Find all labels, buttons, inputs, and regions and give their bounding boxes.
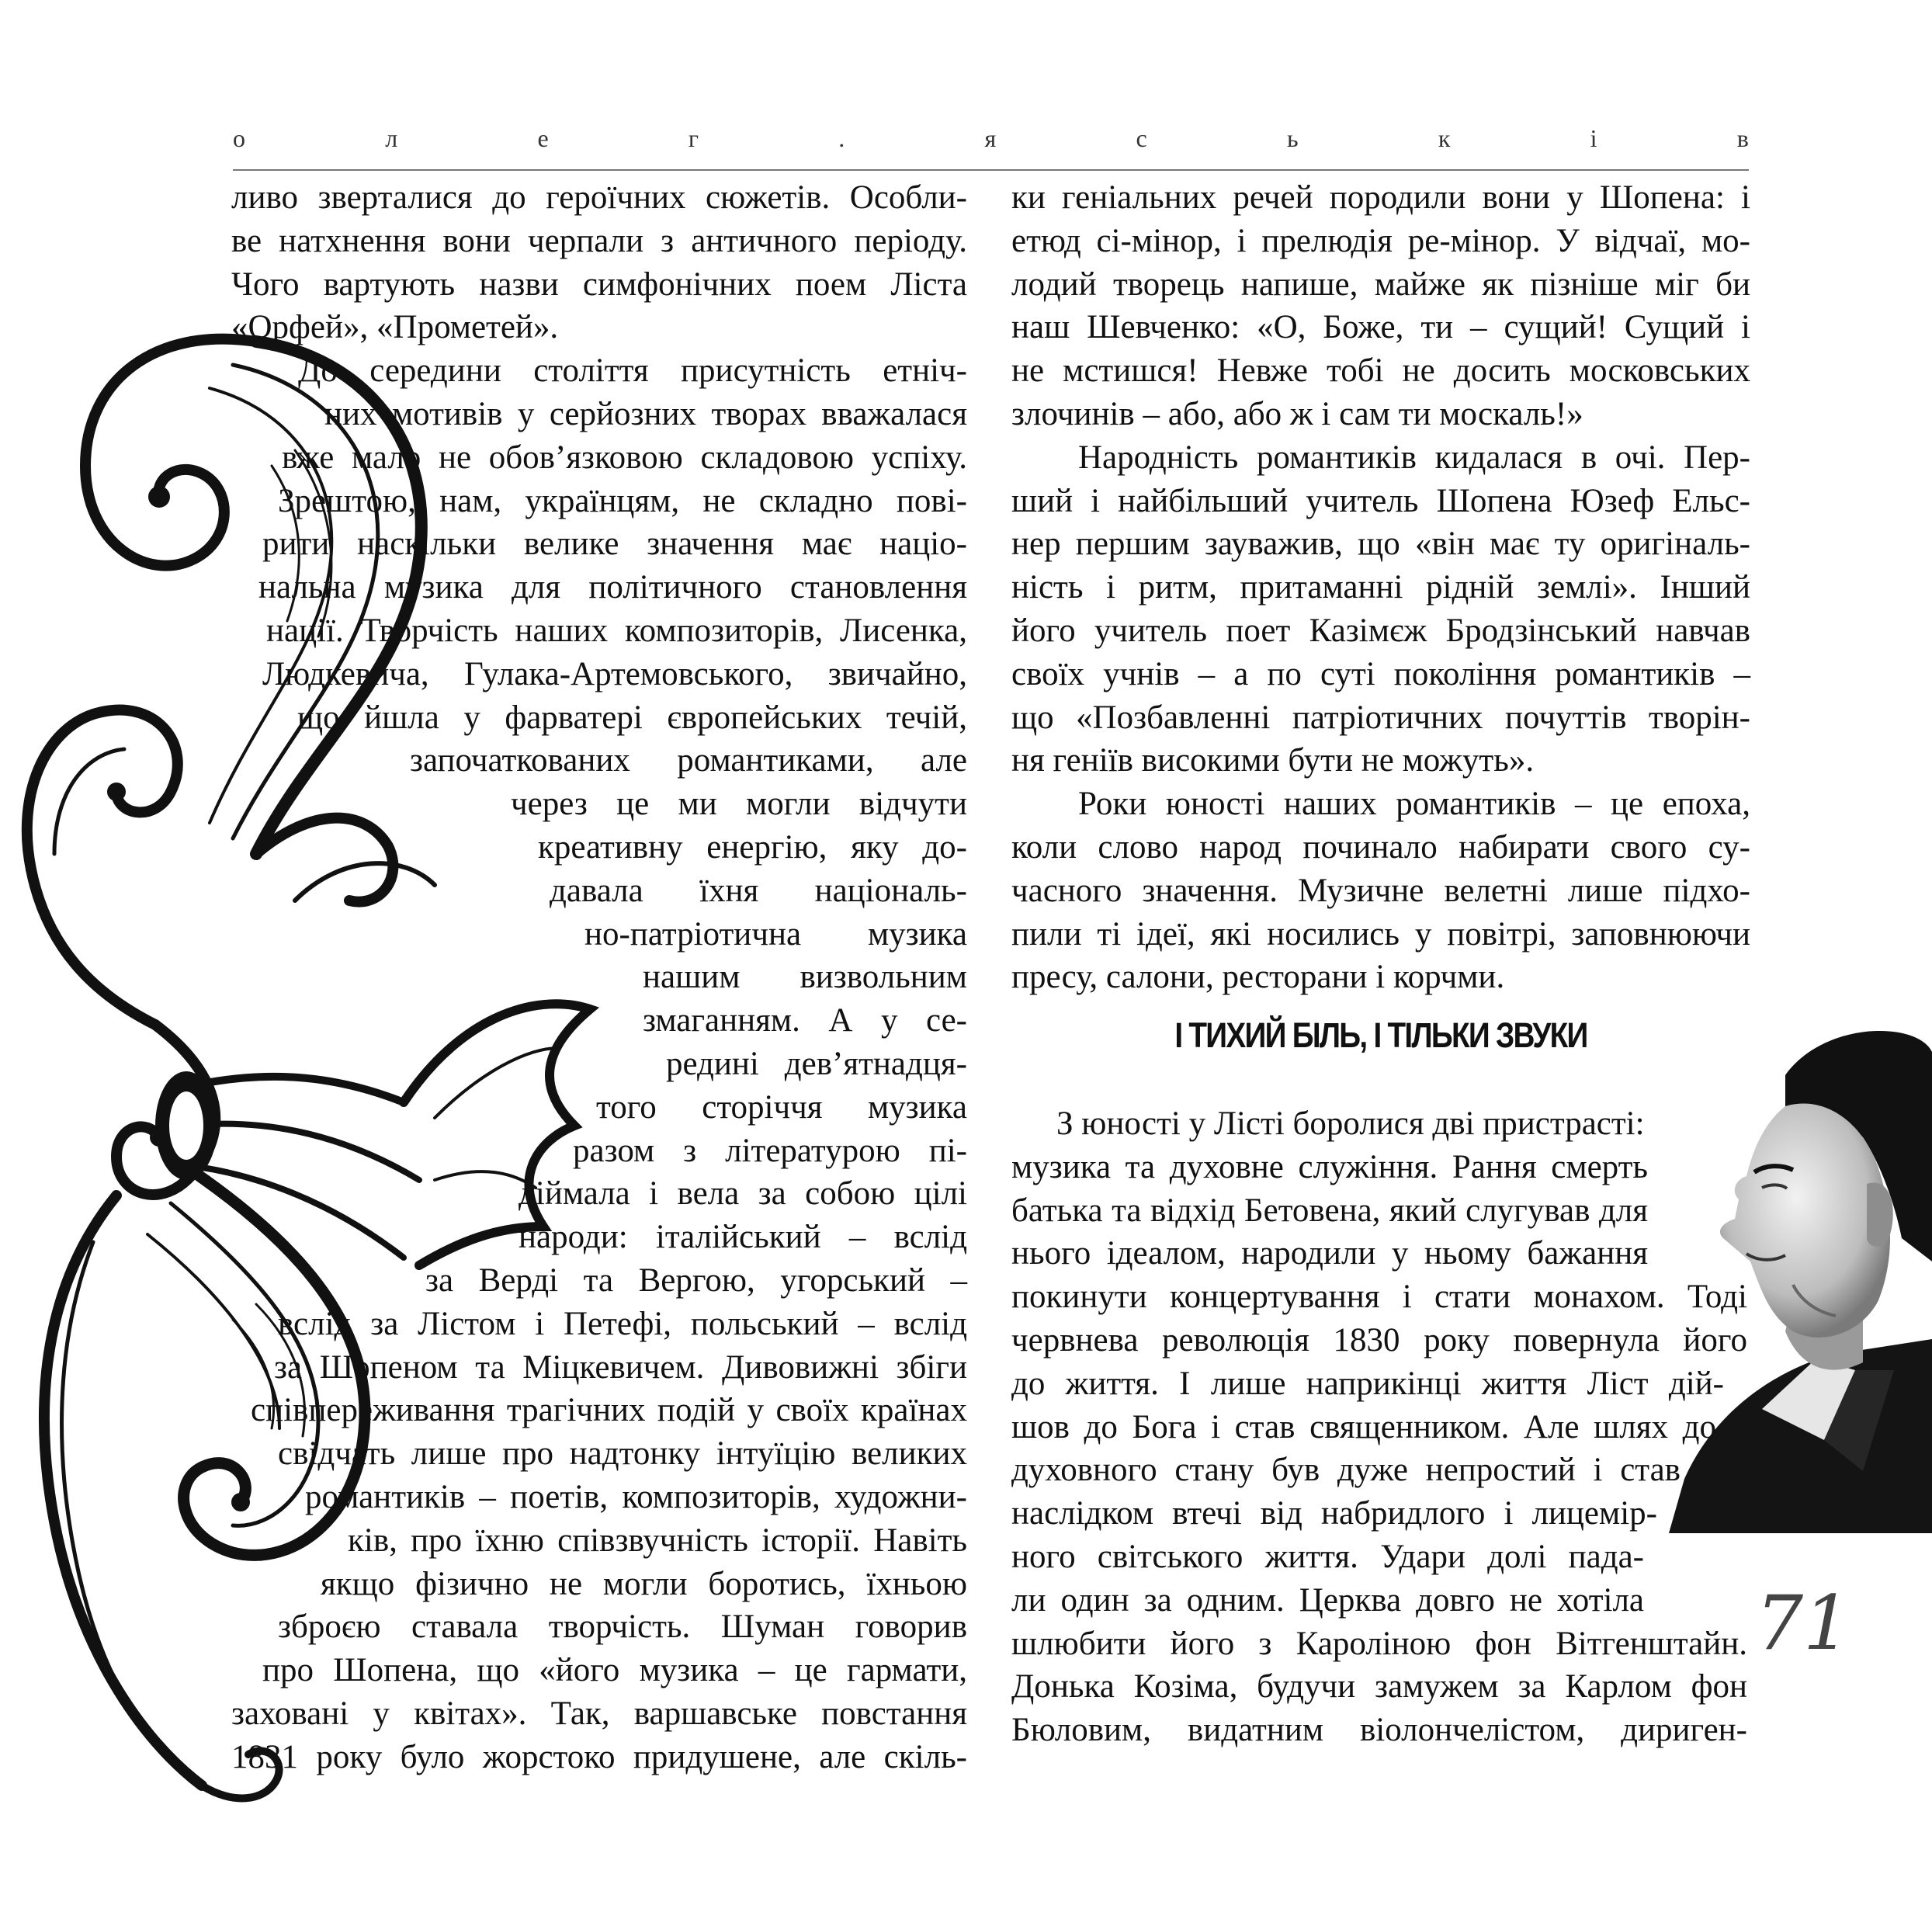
header-rule	[233, 169, 1749, 171]
text-line: ки геніальних речей породили вони у Шопена: і	[1011, 179, 1750, 216]
text-line: романтиків – поетів, композиторів, художни-	[305, 1478, 967, 1515]
text-line: нього ідеалом, народили у ньому бажання	[1011, 1235, 1648, 1272]
text-line: пили ті ідеї, які носились у повітрі, заповнюючи	[1011, 915, 1750, 953]
text-line: його учитель поет Казімєж Бродзінський навчав	[1011, 612, 1750, 649]
text-line: но-патріотична музика	[584, 915, 967, 953]
text-line: червнева революція 1830 року повернула його	[1011, 1321, 1747, 1359]
text-line: часного значення. Музичне велетні лише підхо-	[1011, 872, 1750, 909]
text-line: духовного стану був дуже непростий і став	[1011, 1452, 1681, 1489]
text-line: Чого вартують назви симфонічних поем Ліста	[231, 265, 967, 303]
text-line: музика та духовне служіння. Рання смерть	[1011, 1148, 1648, 1185]
text-line: рити наскільки велике значення має націо-	[262, 526, 967, 563]
text-line: Роки юності наших романтиків – це епоха,	[1078, 786, 1750, 823]
text-line: за Шопеном та Міцкевичем. Дивовижні збіги	[274, 1348, 967, 1386]
text-line: давала їхня національ-	[550, 872, 967, 909]
text-line: заховані у квітах». Так, варшавське повстання	[231, 1695, 967, 1732]
running-head-letter: я	[984, 124, 997, 152]
text-line: З юності у Лісті боролися дві пристрасті:	[1056, 1105, 1645, 1142]
text-line: лодий творець напише, майже як пізніше міг би	[1011, 265, 1750, 303]
text-line: ший і найбільший учитель Шопена Юзеф Ельс-	[1011, 482, 1750, 519]
right-text-column-bottom	[1011, 1102, 1750, 1752]
text-line: Бюловим, видатним віолончелістом, дириген-	[1011, 1712, 1747, 1749]
text-line: покинути концертування і стати монахом. Тоді	[1011, 1279, 1747, 1316]
text-line: Донька Козіма, будучи замужем за Карлом фон	[1011, 1668, 1747, 1706]
text-line: Людкевича, Гулака-Артемовського, звичайно,	[262, 655, 967, 692]
running-head-letter: в	[1736, 124, 1749, 152]
text-line: шов до Бога і став священником. Але шлях до	[1011, 1408, 1716, 1445]
text-line: нашим визвольним	[643, 959, 967, 996]
text-line: змаганням. А у се-	[643, 1002, 967, 1039]
text-line: ли один за одним. Церква довго не хотіла	[1011, 1581, 1644, 1619]
running-head-letter: л	[385, 124, 398, 152]
text-line: нації. Творчість наших композиторів, Лисенка,	[266, 612, 967, 649]
running-head-letter: е	[537, 124, 549, 152]
text-line: Зрештою, нам, українцям, не складно пові-	[278, 482, 967, 519]
text-line: започаткованих романтиками, але	[410, 742, 967, 779]
running-head-letter: с	[1136, 124, 1147, 152]
left-text-column	[231, 176, 967, 1779]
running-head-letter: г	[688, 124, 699, 152]
text-line: наслідком втечі від набридлого і лицемір-	[1011, 1495, 1657, 1532]
text-line: за Верді та Вергою, угорський –	[425, 1261, 967, 1299]
text-line: того сторіччя музика	[596, 1088, 967, 1126]
text-line: ність і ритм, притаманні рідній землі». Інший	[1011, 569, 1750, 606]
running-head-letter: .	[838, 124, 845, 152]
text-line: шлюбити його з Кароліною фон Вітгенштайн.	[1011, 1625, 1747, 1662]
running-head-letter: і	[1590, 124, 1597, 152]
text-line: них мотивів у серйозних творах вважалася	[324, 395, 967, 432]
text-line: свідчать лише про надтонку інтуїцію великих	[278, 1435, 967, 1473]
running-head-letter: к	[1438, 124, 1451, 152]
text-line: своїх учнів – а по суті покоління романтиків –	[1011, 655, 1750, 692]
text-line: до життя. І лише наприкінці життя Ліст дій-	[1011, 1365, 1724, 1402]
text-line: вже мало не обов’язковою складовою успіху.	[282, 439, 967, 476]
text-line: нер першим зауважив, що «він має ту оригіналь-	[1011, 526, 1750, 563]
text-line: ве натхнення вони черпали з античного періоду.	[231, 222, 967, 259]
text-line: «Орфей», «Прометей».	[231, 309, 559, 346]
text-line: ного світського життя. Удари долі пада-	[1011, 1538, 1644, 1575]
text-line: народи: італійський – вслід	[519, 1219, 967, 1256]
text-line: про Шопена, що «його музика – це гармати,	[262, 1652, 967, 1689]
running-head-letter: о	[233, 124, 245, 152]
text-line: батька та відхід Бетовена, який слугував для	[1011, 1192, 1648, 1229]
text-line: разом з літературою пі-	[573, 1132, 967, 1169]
text-line: зброєю ставала творчість. Шуман говорив	[278, 1608, 967, 1646]
running-head	[233, 124, 1749, 153]
text-line: співпереживання трагічних подій у своїх країнах	[251, 1392, 967, 1429]
text-line: редині дев’ятнадця-	[666, 1045, 967, 1082]
text-line: 1831 року було жорстоко придушене, але скіль-	[231, 1738, 967, 1775]
text-line: пресу, салони, ресторани і корчми.	[1011, 959, 1505, 996]
text-line: ків, про їхню співзвучність історії. Навіть	[348, 1522, 967, 1559]
text-line: креативну енергію, яку до-	[538, 828, 967, 866]
page-number: 71	[1756, 1580, 1851, 1667]
text-line: вслід за Лістом і Петефі, польський – вслід	[278, 1305, 967, 1342]
text-line: наш Шевченко: «О, Боже, ти – сущий! Сущий і	[1011, 309, 1750, 346]
text-line: через це ми могли відчути	[511, 786, 967, 823]
running-head-letter: ь	[1286, 124, 1299, 152]
text-line: Народність романтиків кидалася в очі. Пер-	[1078, 439, 1750, 476]
text-line: не мстишся! Невже тобі не досить московських	[1011, 352, 1750, 390]
text-line: ня геніїв високими бути не можуть».	[1011, 742, 1535, 779]
text-line: нальна музика для політичного становлення	[258, 569, 967, 606]
text-line: До середини століття присутність етніч-	[298, 352, 967, 390]
text-line: діймала і вела за собою цілі	[519, 1175, 967, 1213]
text-line: якщо фізично не могли боротись, їхньою	[321, 1565, 967, 1602]
right-text-column-top	[1011, 176, 1750, 999]
text-line: що «Позбавленні патріотичних почуттів творін-	[1011, 699, 1750, 736]
text-line: ливо зверталися до героїчних сюжетів. Особли-	[231, 179, 967, 216]
text-line: злочинів – або, або ж і сам ти москаль!»	[1011, 395, 1583, 432]
text-line: що йшла у фарватері європейських течій,	[297, 699, 967, 736]
text-line: коли слово народ починало набирати свого су-	[1011, 828, 1750, 866]
text-line: етюд сі-мінор, і прелюдія ре-мінор. У відчаї, мо-	[1011, 222, 1750, 259]
section-heading: І ТИХИЙ БІЛЬ, І ТІЛЬКИ ЗВУКИ	[1174, 1015, 1587, 1055]
